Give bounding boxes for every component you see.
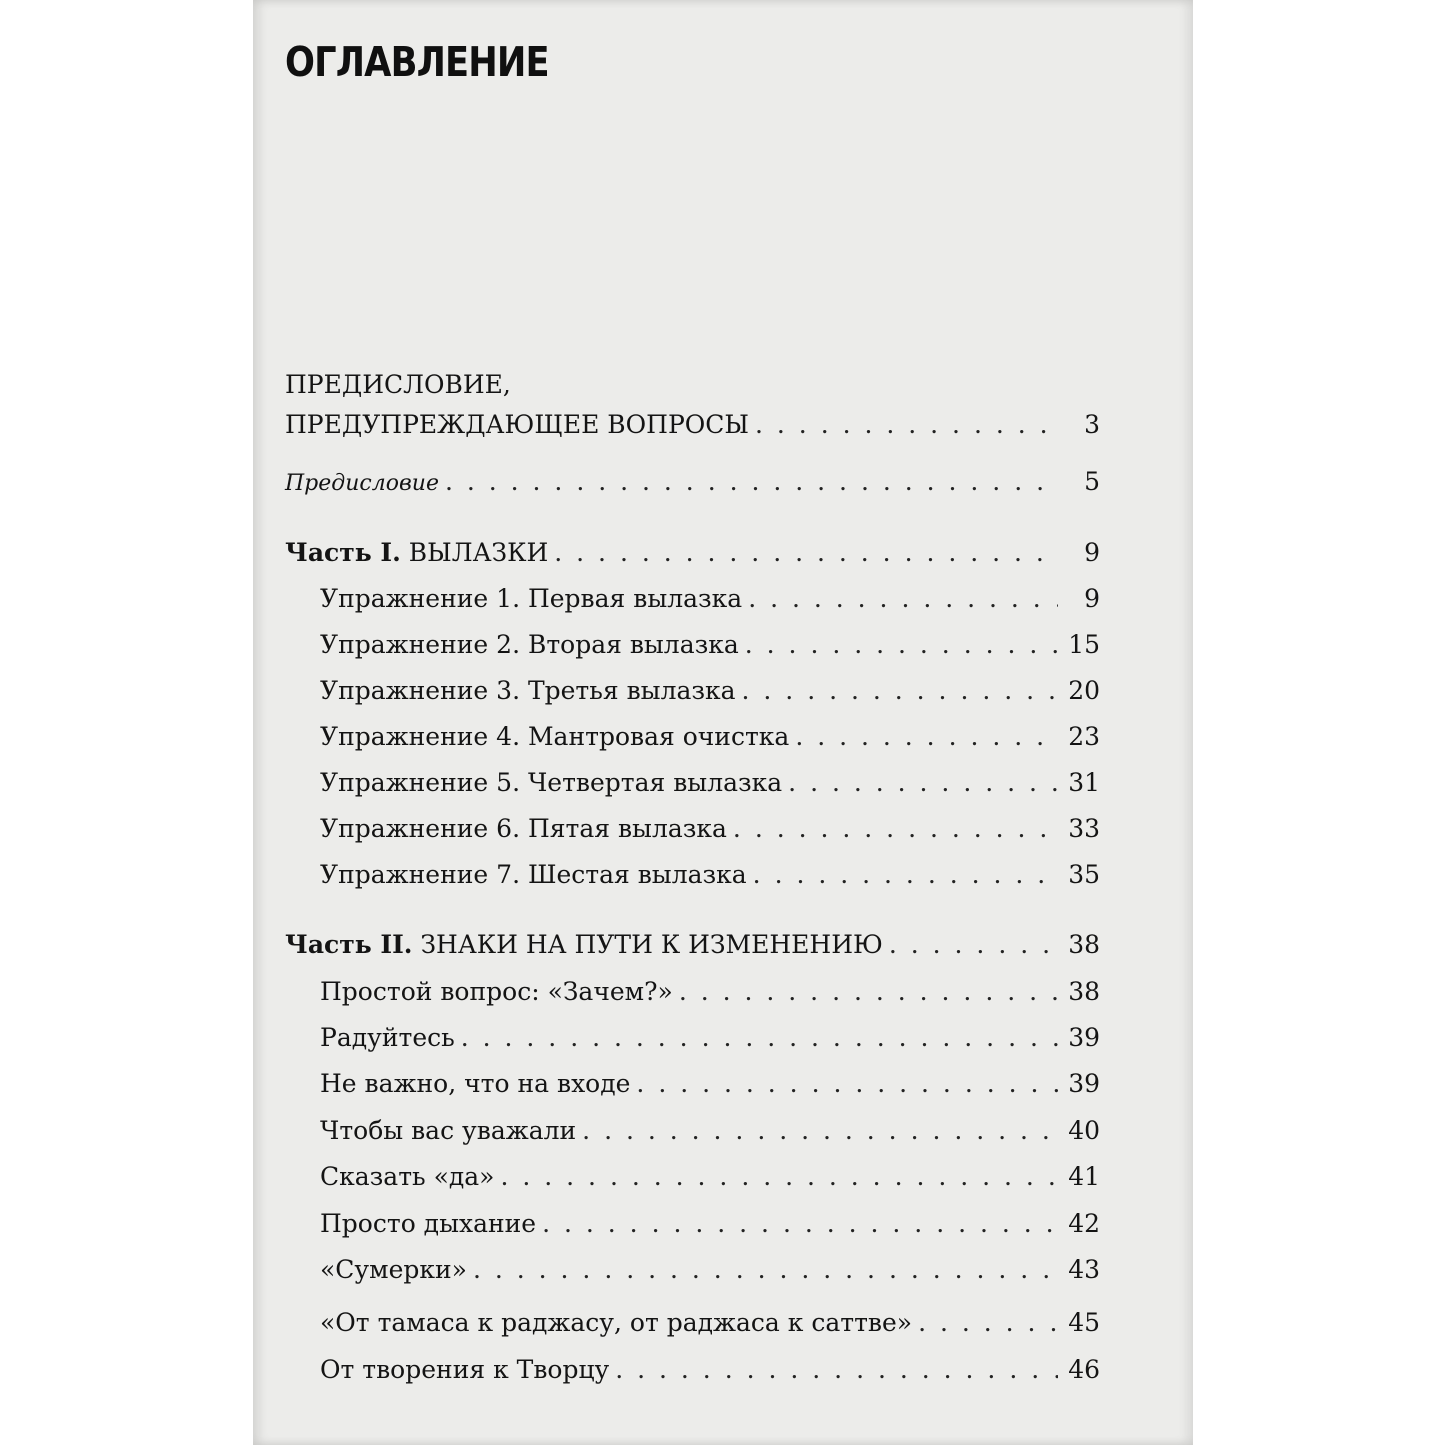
toc-entry [320,1209,1100,1239]
toc-entry [320,977,1100,1007]
entry-label: Упражнение 5. Четвертая вылазка [320,768,783,797]
dot-leader [745,630,1058,660]
toc-entry [320,1255,1100,1285]
entry-label: Упражнение 6. Пятая вылазка [320,814,727,843]
toc-entry [320,676,1100,706]
entry-label: Просто дыхание [320,1209,537,1238]
page-number: 40 [1068,1116,1100,1145]
dot-leader [748,584,1058,614]
entry-label: Сказать «да» [320,1162,495,1191]
dot-leader [918,1308,1058,1338]
entry-label: Простой вопрос: «Зачем?» [320,977,673,1006]
page-number: 35 [1068,860,1100,889]
toc-entry-part1 [285,538,1100,568]
toc-entry [320,1116,1100,1146]
page-number: 20 [1068,676,1100,705]
dot-leader [500,1162,1058,1192]
part2-prefix: Часть II. [285,930,413,959]
part1-heading [285,538,548,568]
toc-entry [320,722,1100,752]
toc-entry [320,814,1100,844]
dot-leader [755,410,1058,440]
toc-entry [320,1308,1100,1338]
dot-leader [679,977,1058,1007]
dot-leader [554,538,1058,568]
part1-prefix: Часть I. [285,538,401,567]
page-number: 9 [1084,584,1100,613]
page-number: 38 [1068,977,1100,1006]
entry-label: От творения к Творцу [320,1355,610,1384]
toc-entry [320,1023,1100,1053]
dot-leader [889,930,1058,960]
page-number: 31 [1068,768,1100,797]
page-number: 45 [1068,1308,1100,1337]
entry-label: Упражнение 3. Третья вылазка [320,676,736,705]
page-number: 43 [1068,1255,1100,1284]
entry-label: Чтобы вас уважали [320,1116,577,1145]
preface-block-title-line2: ПРЕДУПРЕЖДАЮЩЕЕ ВОПРОСЫ [285,410,750,439]
page-number: 5 [1084,467,1100,496]
dot-leader [795,722,1058,752]
toc-entry-preface [285,467,1100,499]
dot-leader [788,768,1058,798]
entry-label: «От тамаса к раджасу, от раджаса к саттве» [320,1308,913,1337]
entry-label: Упражнение 7. Шестая вылазка [320,860,747,889]
toc-entry [320,1069,1100,1099]
dot-leader [615,1355,1058,1385]
page-number: 39 [1068,1023,1100,1052]
entry-label: Радуйтесь [320,1023,455,1052]
dot-leader [542,1209,1058,1239]
dot-leader [445,467,1058,497]
part1-title: ВЫЛАЗКИ [408,538,549,567]
page-number: 15 [1068,630,1100,659]
preface-label: Предисловие [285,471,439,496]
toc-entry [320,584,1100,614]
dot-leader [753,860,1058,890]
toc-entry-part2 [285,930,1100,960]
page-title: ОГЛАВЛЕНИЕ [285,38,549,86]
dot-leader [461,1023,1058,1053]
entry-label: Упражнение 4. Мантровая очистка [320,722,790,751]
entry-label: Не важно, что на входе [320,1069,631,1098]
toc-entry [320,630,1100,660]
page-number: 39 [1068,1069,1100,1098]
toc-entry [320,768,1100,798]
toc-entry [320,1355,1100,1385]
page-number: 3 [1084,410,1100,439]
page-number: 33 [1068,814,1100,843]
page-number: 9 [1084,538,1100,567]
toc-entry-preface-block [285,410,1100,440]
toc-entry [320,1162,1100,1192]
entry-label: «Сумерки» [320,1255,467,1284]
entry-label: Упражнение 2. Вторая вылазка [320,630,739,659]
dot-leader [636,1069,1058,1099]
page-number: 23 [1068,722,1100,751]
book-page [253,0,1193,1445]
entry-label: Упражнение 1. Первая вылазка [320,584,743,613]
page-number: 42 [1068,1209,1100,1238]
dot-leader [473,1255,1058,1285]
dot-leader [742,676,1058,706]
dot-leader [582,1116,1058,1146]
page-number: 46 [1068,1355,1100,1384]
page-number: 41 [1068,1162,1100,1191]
part2-heading [285,930,883,960]
toc-entry [320,860,1100,890]
preface-block-title-line1: ПРЕДИСЛОВИЕ, [285,370,511,399]
dot-leader [733,814,1058,844]
part2-title: ЗНАКИ НА ПУТИ К ИЗМЕНЕНИЮ [420,930,883,959]
page-number: 38 [1068,930,1100,959]
